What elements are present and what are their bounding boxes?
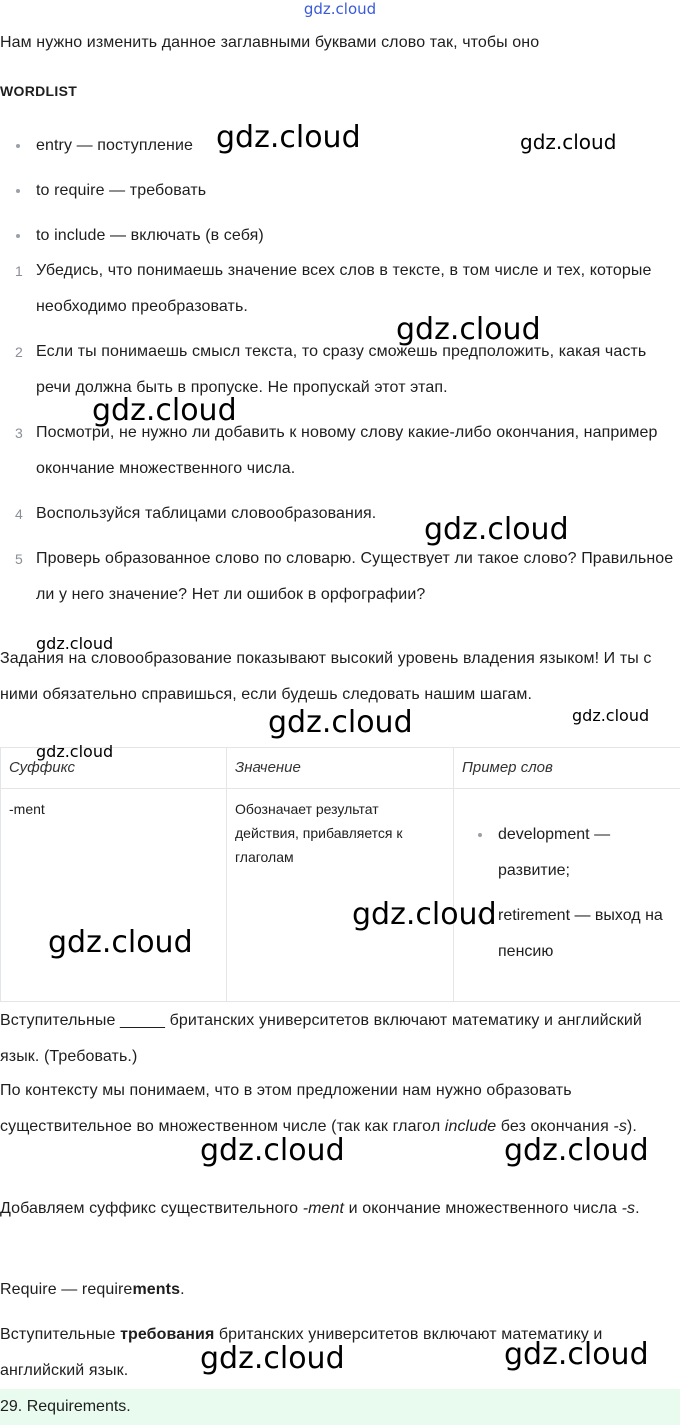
- explanation-paragraph: [0, 1317, 680, 1389]
- encouragement-text: Задания на словообразование показывают высокий уровень владения языком! И ты с ними обязательно справишься, если будешь следовать нашим шагам.: [0, 650, 652, 703]
- watermark: gdz.cloud: [216, 120, 361, 155]
- explanation-paragraph: [0, 1272, 680, 1308]
- list-item: [462, 898, 672, 970]
- text-span: без окончания: [496, 1118, 614, 1135]
- step-number: 5: [15, 551, 23, 567]
- watermark: gdz.cloud: [200, 1133, 345, 1168]
- word-text: to require — требовать: [36, 182, 207, 199]
- bullet-icon: [16, 189, 20, 193]
- list-item: [0, 541, 680, 613]
- watermark: gdz.cloud: [200, 1341, 345, 1376]
- word-text: entry — поступление: [36, 137, 194, 154]
- text-span: По контексту мы понимаем, что в этом предложении нам нужно образовать существительное во множественном числе (так как глагол: [0, 1082, 572, 1135]
- example-text: retirement — выход на пенсию: [498, 907, 663, 960]
- bullet-icon: [16, 144, 20, 148]
- watermark: gdz.cloud: [572, 706, 650, 725]
- examples-list: [462, 817, 672, 970]
- watermark: gdz.cloud: [92, 393, 237, 428]
- step-number: 3: [15, 425, 23, 441]
- watermark: gdz.cloud: [268, 705, 413, 740]
- italic-span: -ment: [302, 1200, 345, 1217]
- column-header-meaning: Значение: [227, 748, 454, 789]
- watermark: gdz.cloud: [424, 512, 569, 547]
- list-item: [0, 334, 680, 406]
- cell-suffix: -ment: [1, 789, 227, 1002]
- list-item: [0, 253, 680, 325]
- step-number: 4: [15, 506, 23, 522]
- watermark: gdz.cloud: [504, 1133, 649, 1168]
- answer-box: 29. Requirements.: [0, 1389, 680, 1425]
- bold-span: требования: [120, 1326, 215, 1343]
- text-span: ).: [626, 1118, 637, 1135]
- explanation-paragraph: [0, 1073, 680, 1145]
- word-text: to include — включать (в себя): [36, 227, 264, 244]
- watermark: gdz.cloud: [520, 130, 617, 154]
- italic-span: include: [444, 1118, 497, 1135]
- bold-span: ments: [132, 1281, 181, 1298]
- bullet-icon: [16, 234, 20, 238]
- text-span: Require — require: [0, 1281, 133, 1298]
- watermark: gdz.cloud: [36, 634, 114, 653]
- watermark: gdz.cloud: [504, 1337, 649, 1372]
- text-span: Добавляем суффикс существительного: [0, 1200, 303, 1217]
- list-item: [0, 415, 680, 487]
- watermark: gdz.cloud: [396, 312, 541, 347]
- step-text: Убедись, что понимаешь значение всех слов в тексте, в том числе и тех, которые необходимо преобразовать.: [36, 262, 652, 315]
- explanation-paragraph: [0, 1191, 680, 1227]
- watermark: gdz.cloud: [352, 897, 497, 932]
- column-header-examples: Пример слов: [454, 748, 680, 789]
- step-number: 1: [15, 263, 23, 279]
- table-row: [1, 789, 680, 1002]
- italic-span: -s: [613, 1118, 627, 1135]
- text-span: Вступительные: [0, 1326, 121, 1343]
- wordlist-heading: WORDLIST: [0, 83, 78, 99]
- bullet-icon: [478, 914, 482, 918]
- word-formation-table: [0, 747, 680, 1002]
- step-text: Если ты понимаешь смысл текста, то сразу сможешь предположить, какая часть речи должна быть в пропуске. Не пропускай этот этап.: [36, 343, 647, 396]
- watermark: gdz.cloud: [48, 925, 193, 960]
- site-header-logo[interactable]: gdz.cloud: [303, 0, 377, 18]
- cell-examples: [454, 789, 680, 1002]
- step-text: Посмотри, не нужно ли добавить к новому слову какие-либо окончания, например окончание множественного числа.: [36, 424, 658, 477]
- cell-meaning: Обозначает результат действия, прибавляется к глаголам: [227, 789, 454, 1002]
- step-text: Проверь образованное слово по словарю. Существует ли такое слово? Правильное ли у него значение? Нет ли ошибок в орфографии?: [36, 550, 674, 603]
- watermark: gdz.cloud: [36, 742, 114, 761]
- text-span: британских университетов включают математику и английский язык.: [0, 1326, 603, 1379]
- italic-span: -s: [621, 1200, 636, 1217]
- example-text: development — развитие;: [498, 826, 611, 879]
- step-text: Воспользуйся таблицами словообразования.: [36, 505, 377, 522]
- intro-text: Нам нужно изменить данное заглавными буквами слово так, чтобы оно: [0, 34, 540, 51]
- list-item: [462, 817, 672, 889]
- text-span: и окончание множественного числа: [344, 1200, 622, 1217]
- column-header-suffix: Суффикс: [1, 748, 227, 789]
- text-span: .: [180, 1281, 185, 1298]
- table-header-row: [1, 748, 680, 789]
- list-item: [0, 496, 680, 532]
- bullet-icon: [478, 833, 482, 837]
- text-span: .: [635, 1200, 640, 1217]
- step-number: 2: [15, 344, 23, 360]
- task-sentence: Вступительные _____ британских университетов включают математику и английский язык. (Требовать.): [0, 1012, 642, 1065]
